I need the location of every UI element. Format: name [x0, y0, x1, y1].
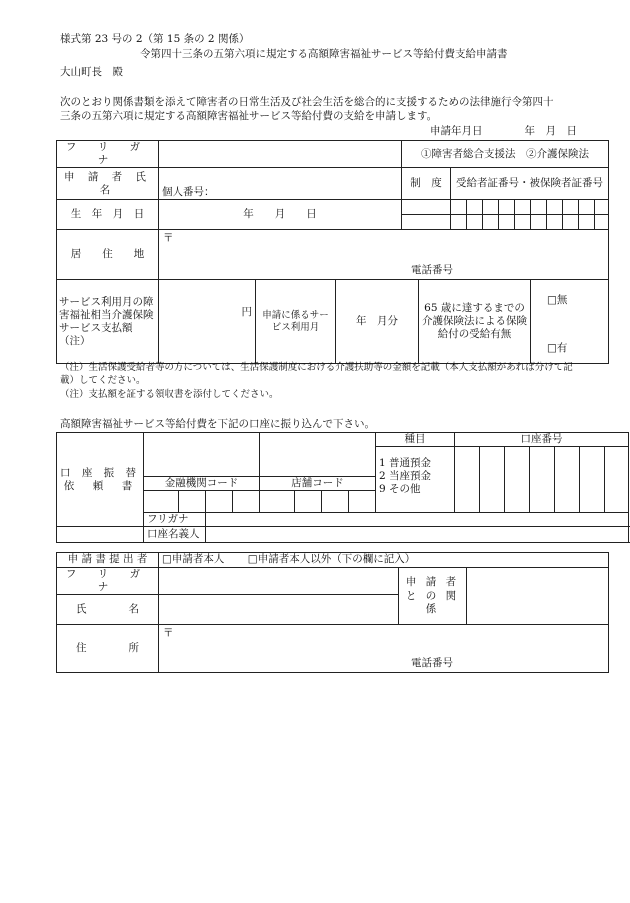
- service-amount-label: サービス利用月の障害福祉相当介護保険サービス支払額（注）: [57, 280, 159, 364]
- branch-code-digit[interactable]: [349, 491, 376, 513]
- holder-furigana-field[interactable]: [206, 513, 629, 527]
- account-digit[interactable]: [580, 447, 605, 513]
- note-1a: （注）生活保護受給者等の方については、生活保護制度における介護扶助等の金額を記載（本人支払額があれば分けて記: [60, 362, 573, 373]
- branch-code-digit[interactable]: [295, 491, 322, 513]
- cert-digit[interactable]: [531, 215, 547, 230]
- submitter-table: [56, 552, 609, 673]
- relation-label: 申 請 者 と の 関 係: [399, 568, 467, 625]
- postal-mark: 〒: [163, 232, 174, 245]
- submitter-label: 申 請 書 提 出 者: [57, 553, 159, 568]
- submitter-name-label: 氏 名: [57, 595, 159, 625]
- cert-digit[interactable]: [579, 215, 595, 230]
- intro-line-1: 次のとおり関係書類を添えて障害者の日常生活及び社会生活を総合的に支援するための法律施行令第四十: [60, 96, 554, 108]
- yes-checkbox[interactable]: □有: [547, 342, 568, 355]
- none-checkbox[interactable]: □無: [547, 294, 568, 307]
- form-title: 令第四十三条の五第六項に規定する高額障害福祉サービス等給付費支給申請書: [140, 48, 508, 60]
- holder-label: 口座名義人: [144, 527, 206, 543]
- cert-digit[interactable]: [563, 215, 579, 230]
- cert-digit[interactable]: [515, 200, 531, 215]
- other-checkbox[interactable]: □申請者本人以外（下の欄に記入）: [247, 553, 416, 566]
- age65-label: 65 歳に達するまでの介護保険法による保険給付の受給有無: [419, 280, 531, 364]
- seido-label: 制 度: [402, 168, 451, 200]
- branch-code-digit[interactable]: [322, 491, 349, 513]
- account-digit[interactable]: [605, 447, 629, 513]
- intro-line-2: 三条の五第六項に規定する高額障害福祉サービス等給付費の支給を申請します。: [60, 110, 438, 122]
- self-checkbox[interactable]: □申請者本人: [162, 553, 225, 566]
- branch-code-digit[interactable]: [260, 491, 295, 513]
- cert-digit[interactable]: [595, 215, 609, 230]
- branch-name-field[interactable]: [260, 433, 376, 477]
- submitter-name-field[interactable]: [159, 595, 399, 625]
- form-number: 様式第 23 号の 2（第 15 条の 2 関係）: [60, 33, 250, 45]
- submitter-phone-label: 電話番号: [411, 657, 453, 670]
- branch-code-label: 店舗コード: [260, 477, 376, 491]
- furigana-field[interactable]: [159, 141, 402, 168]
- applicant-name-label: 申 請 者 氏 名: [57, 168, 159, 200]
- submitter-furigana-label: フ リ ガ ナ: [57, 568, 159, 595]
- seido-field-2: [402, 215, 451, 230]
- cert-digit[interactable]: [531, 200, 547, 215]
- account-digit[interactable]: [530, 447, 555, 513]
- submitter-choice[interactable]: [159, 553, 609, 568]
- application-date: 申請年月日 年 月 日: [430, 125, 577, 137]
- transfer-label-tail: [57, 527, 144, 543]
- seido-field: [402, 200, 451, 215]
- personal-number-label: 個人番号：: [162, 186, 215, 199]
- bank-code-label: 金融機関コード: [144, 477, 260, 491]
- type-option-3[interactable]: 9 その他: [379, 483, 421, 496]
- cert-digit[interactable]: [499, 200, 515, 215]
- note-1b: 載）してください。: [60, 375, 146, 386]
- note-2: （注）支払額を証する領収書を添付してください。: [60, 389, 279, 400]
- service-month-field[interactable]: 年 月分: [336, 280, 419, 364]
- account-digit[interactable]: [455, 447, 480, 513]
- cert-digit[interactable]: [547, 215, 563, 230]
- cert-digit[interactable]: [563, 200, 579, 215]
- phone-label: 電話番号: [411, 264, 453, 277]
- birth-label: 生 年 月 日: [57, 200, 159, 230]
- type-option-1[interactable]: 1 普通預金: [379, 457, 432, 470]
- birth-field[interactable]: 年 月 日: [159, 200, 402, 230]
- transfer-lead: 高額障害福祉サービス等給付費を下記の口座に振り込んで下さい。: [60, 418, 375, 430]
- bank-code-digit[interactable]: [179, 491, 206, 513]
- system-options: ①障害者総合支援法 ②介護保険法: [402, 141, 609, 168]
- submitter-furigana-field[interactable]: [159, 568, 399, 595]
- cert-digit[interactable]: [467, 215, 483, 230]
- bank-code-digit[interactable]: [144, 491, 179, 513]
- age65-choice[interactable]: [531, 280, 609, 364]
- submitter-address-label: 住 所: [57, 625, 159, 673]
- holder-furigana-label: フリガナ: [144, 513, 206, 527]
- submitter-address-field[interactable]: [159, 625, 609, 673]
- cert-digit[interactable]: [483, 200, 499, 215]
- cert-digit[interactable]: [499, 215, 515, 230]
- addressee: 大山町長 殿: [60, 66, 123, 78]
- cert-digit[interactable]: [483, 215, 499, 230]
- service-month-label: 申請に係るサービス利用月: [256, 280, 336, 364]
- type-option-2[interactable]: 2 当座預金: [379, 470, 432, 483]
- bank-code-digit[interactable]: [233, 491, 260, 513]
- address-label: 居 住 地: [57, 230, 159, 280]
- transfer-label: 口 座 振 替 依 頼 書: [57, 433, 144, 527]
- bank-name-field[interactable]: [144, 433, 260, 477]
- bank-code-digit[interactable]: [206, 491, 233, 513]
- applicant-table: [56, 140, 609, 364]
- account-type-options[interactable]: [376, 447, 455, 513]
- bank-table: [56, 432, 629, 543]
- relation-field[interactable]: [467, 568, 609, 625]
- cert-digit[interactable]: [547, 200, 563, 215]
- cert-digit[interactable]: [579, 200, 595, 215]
- cert-digit[interactable]: [451, 215, 467, 230]
- account-number-label: 口座番号: [455, 433, 629, 447]
- account-digit[interactable]: [480, 447, 505, 513]
- cert-number-label: 受給者証番号・被保険者証番号: [451, 168, 609, 200]
- cert-digit[interactable]: [467, 200, 483, 215]
- cert-digit[interactable]: [515, 215, 531, 230]
- address-field[interactable]: [159, 230, 609, 280]
- yen-unit: 円: [241, 306, 252, 319]
- service-amount-field[interactable]: [159, 280, 256, 364]
- personal-number-field[interactable]: [159, 168, 402, 200]
- furigana-label: フ リ ガ ナ: [57, 141, 159, 168]
- type-label: 種目: [376, 433, 455, 447]
- holder-field[interactable]: [206, 527, 629, 543]
- submitter-postal-mark: 〒: [163, 627, 174, 640]
- cert-digit[interactable]: [451, 200, 467, 215]
- cert-digit[interactable]: [595, 200, 609, 215]
- account-digit[interactable]: [505, 447, 530, 513]
- account-digit[interactable]: [555, 447, 580, 513]
